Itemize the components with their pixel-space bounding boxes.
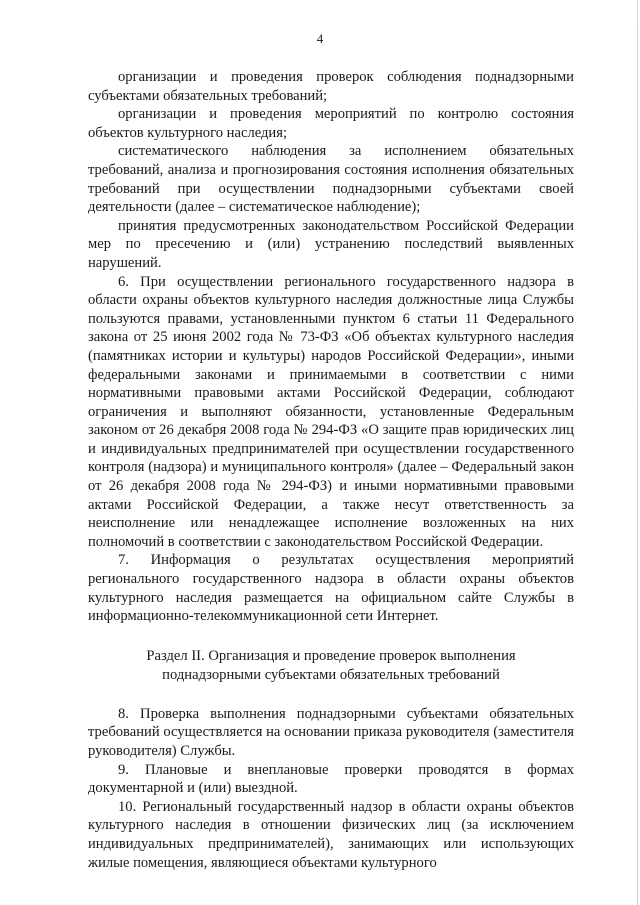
paragraph: принятия предусмотренных законодательством Российской Федерации мер по пресечению и (или) устранению последствий выявленных нарушений. [88,217,574,271]
section-title-line-1: Раздел II. Организация и проведение проверок выполнения [146,647,516,664]
page-number: 4 [316,31,324,46]
section-title [88,647,574,685]
paragraph-item-10: 10. Региональный государственный надзор в области охраны объектов культурного наследия в отношении физических лиц (за исключением индивидуальных предпринимателей), занимающих или использующих жилые помещения, являющиеся объектами культурного [88,798,574,871]
paragraph: организации и проведения мероприятий по контролю состояния объектов культурного наследия; [88,106,574,141]
paragraph-item-6: 6. При осуществлении регионального государственного надзора в области охраны объектов культурного наследия должностные лица Службы пользуются правами, установленными пунктом 6 статьи 11 Федерального закона от 25 июня 2002 года № 73-ФЗ «Об объектах культурного наследия (памятниках истории и культуры) народов Российской Федерации», иными федеральными законами и принимаемыми в соответствии с ними нормативными правовыми актами Российской Федерации, соблюдают ограничения и выполняют обязанности, установленные Федеральным законом от 26 декабря 2008 года № 294-ФЗ «О защите прав юридических лиц и индивидуальных предпринимателей при осуществлении государственного контроля (надзора) и муниципального контроля» (далее – Федеральный закон от 26 декабря 2008 года № 294-ФЗ) и иными нормативными правовыми актами Российской Федерации, а также несут ответственность за неисполнение или ненадлежащее исполнение возложенных на них полномочий в соответствии с законодательством Российской Федерации. [88,273,574,550]
paragraph: организации и проведения проверок соблюдения поднадзорными субъектами обязательных требований; [88,69,574,104]
paragraph-item-9: 9. Плановые и внеплановые проверки проводятся в формах документарной и (или) выездной. [88,761,574,797]
paragraph-item-8: 8. Проверка выполнения поднадзорными субъектами обязательных требований осуществляется на основании приказа руководителя (заместителя руководителя) Службы. [88,705,574,759]
document-body [88,68,574,872]
section-title-line-2: поднадзорными субъектами обязательных требований [162,666,500,683]
scan-edge-line [637,0,638,905]
paragraph-item-7: 7. Информация о результатах осуществления мероприятий регионального государственного надзора в области охраны объектов культурного наследия размещается на официальном сайте Службы в информационно-телекоммуникационной сети Интернет. [88,552,574,625]
paragraph: систематического наблюдения за исполнением обязательных требований, анализа и прогнозирования состояния исполнения обязательных требований при осуществлении поднадзорными субъектами своей деятельности (далее – систематическое наблюдение); [88,143,574,216]
